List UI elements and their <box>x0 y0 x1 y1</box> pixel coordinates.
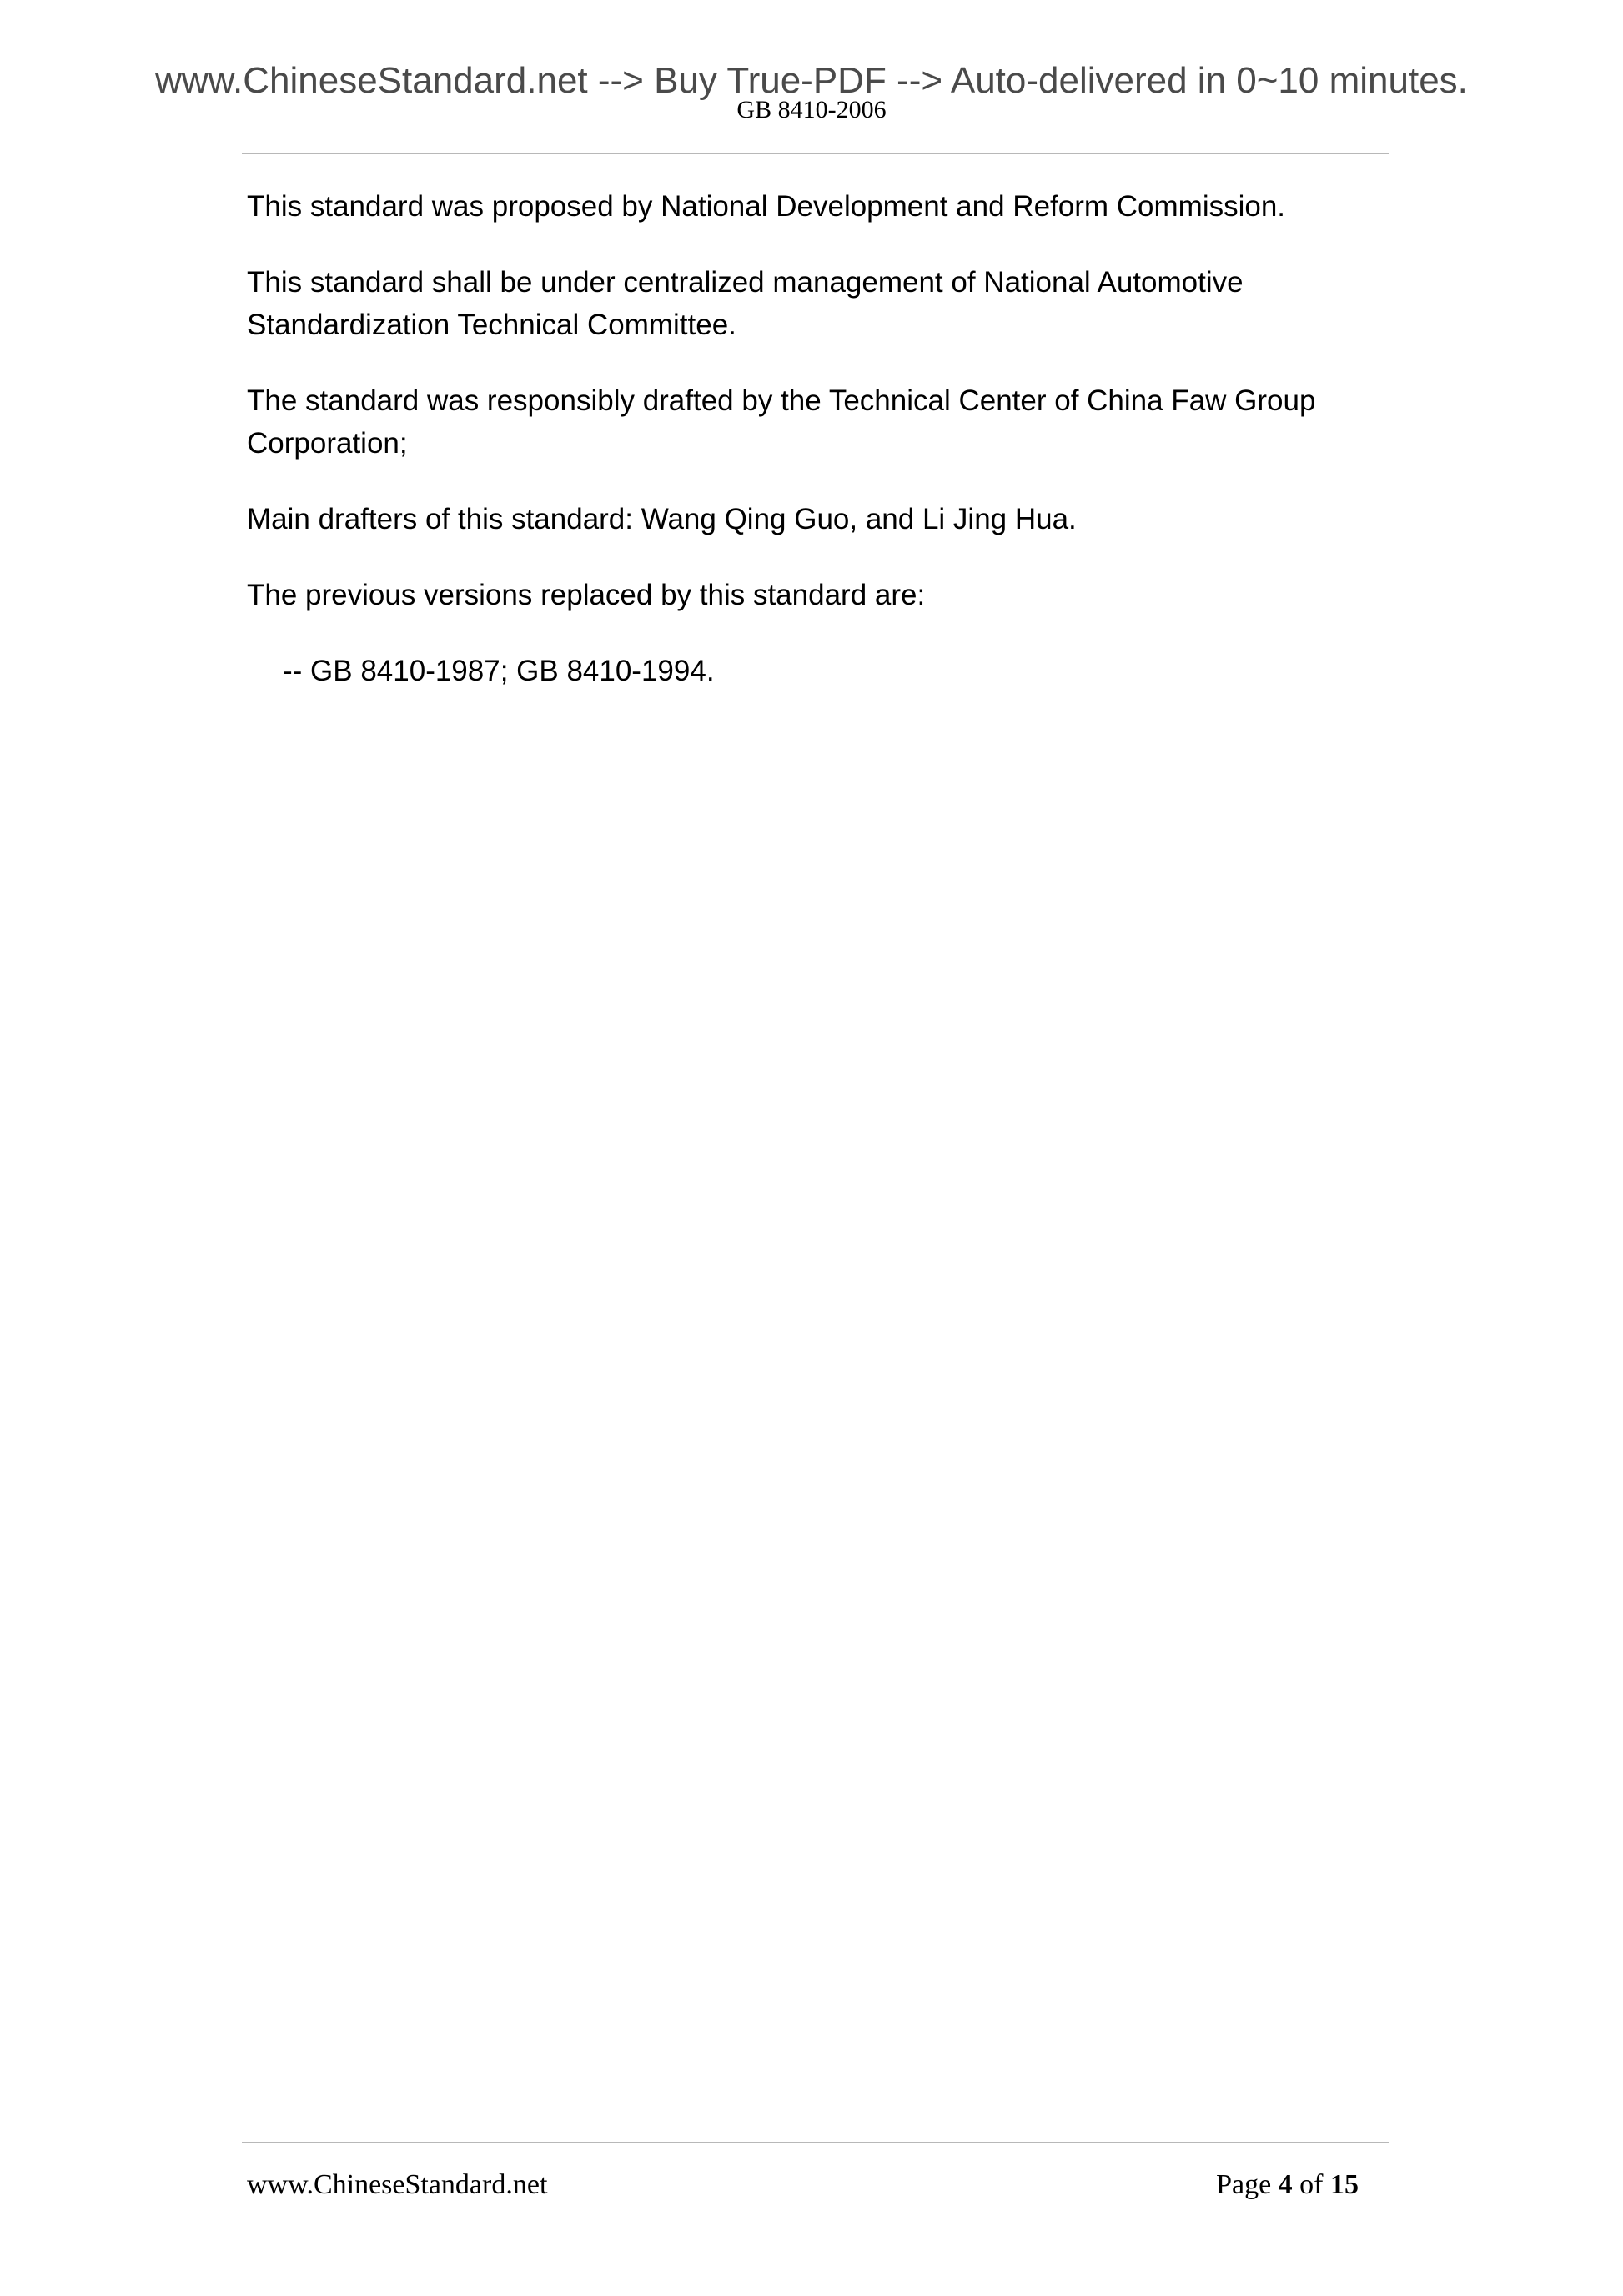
document-code: GB 8410-2006 <box>736 96 887 123</box>
footer-site-link[interactable]: www.ChineseStandard.net <box>247 2169 548 2200</box>
paragraph-management: This standard shall be under centralized management of National Automotive Standardization Technical Committee. <box>247 266 1244 341</box>
paragraph-proposed-by: This standard was proposed by National Development and Reform Commission. <box>247 190 1286 223</box>
footer-divider <box>242 2142 1389 2143</box>
header-divider <box>242 153 1389 154</box>
list-item-previous-versions: -- GB 8410-1987; GB 8410-1994. <box>283 655 715 687</box>
document-body <box>247 185 1387 692</box>
page-total: 15 <box>1330 2169 1359 2200</box>
page-current: 4 <box>1278 2169 1293 2200</box>
page-label: Page <box>1216 2169 1272 2200</box>
header-banner[interactable]: www.ChineseStandard.net --> Buy True-PDF --> Auto-delivered in 0~10 minutes. <box>155 60 1468 101</box>
paragraph-drafted-by: The standard was responsibly drafted by the Technical Center of China Faw Group Corporation; <box>247 384 1316 460</box>
page-number <box>1216 2168 1359 2202</box>
paragraph-main-drafters: Main drafters of this standard: Wang Qing Guo, and Li Jing Hua. <box>247 503 1077 535</box>
paragraph-previous-versions: The previous versions replaced by this standard are: <box>247 579 926 611</box>
page-of-label: of <box>1299 2169 1324 2200</box>
